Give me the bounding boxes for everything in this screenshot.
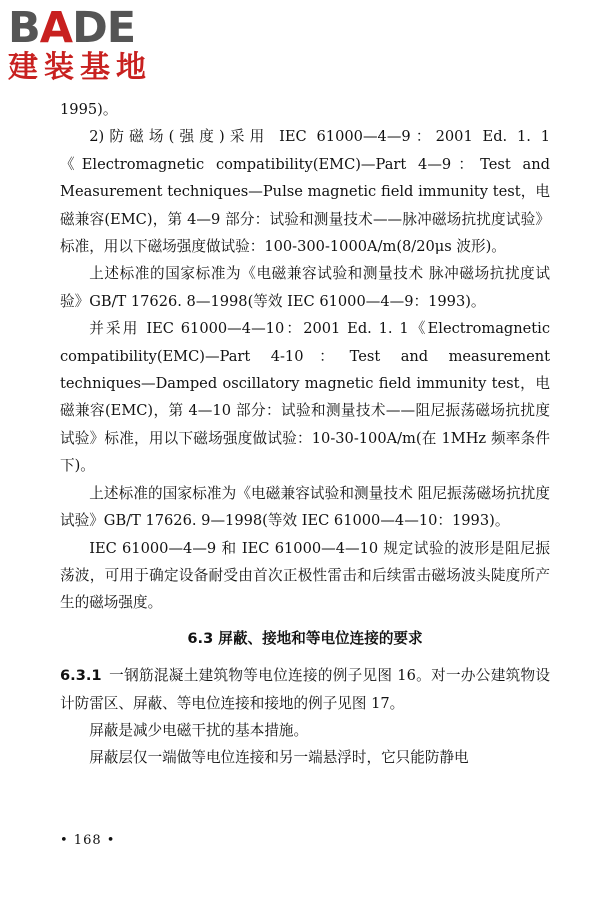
- clause-text: 一钢筋混凝土建筑物等电位连接的例子见图 16。对一办公建筑物设计防雷区、屏蔽、等电位连接和接地的例子见图 17。: [60, 667, 550, 712]
- logo-subtitle: 建装基地: [8, 50, 152, 85]
- page-number: • 168 •: [60, 833, 116, 848]
- logo-letter-a: A: [39, 3, 73, 53]
- paragraph-shield-layer: 屏蔽层仅一端做等电位连接和另一端悬浮时，它只能防静电: [89, 749, 469, 767]
- paragraph-national-standard-damped: 上述标准的国家标准为《电磁兼容试验和测量技术 阻尼振荡磁场抗扰度试验》GB/T 17626. 9—1998(等效 IEC 61000—4—10：1993)。: [60, 484, 550, 530]
- logo-wordmark: [8, 3, 178, 53]
- section-heading: 6.3 屏蔽、接地和等电位连接的要求: [187, 629, 423, 647]
- logo: [8, 3, 178, 86]
- clause-6-3-1: [60, 662, 550, 717]
- paragraph-continuation: 1995)。: [60, 101, 118, 118]
- paragraph-pulse-field-test: 2)防磁场(强度)采用 IEC 61000—4—9：2001 Ed. 1. 1《Electromagnetic compatibility(EMC)—Part 4—9：Test and Measurement techniques—Pulse magnetic field immunity test，电磁兼容(EMC)，第 4—9 部分：试验和测量技术——脉冲磁场抗扰度试验》标准，用以下磁场强度做试验：100-300-1000A/m(8/20μs 波形)。: [60, 128, 550, 256]
- page-body: [60, 96, 550, 772]
- paragraph-national-standard-pulse: 上述标准的国家标准为《电磁兼容试验和测量技术 脉冲磁场抗扰度试验》GB/T 17626. 8—1998(等效 IEC 61000—4—9：1993)。: [60, 265, 550, 310]
- logo-letters-de: DE: [72, 3, 136, 53]
- clause-number: 6.3.1: [60, 667, 102, 685]
- paragraph-waveform-note: IEC 61000—4—9 和 IEC 61000—4—10 规定试验的波形是阻尼振荡波，可用于确定设备耐受由首次正极性雷击和后续雷击磁场波头陡度所产生的磁场强度。: [60, 539, 550, 612]
- paragraph-shielding-basic: 屏蔽是减少电磁干扰的基本措施。: [89, 721, 309, 739]
- logo-letter-b: B: [8, 3, 40, 53]
- paragraph-damped-oscillatory-test: 并采用 IEC 61000—4—10：2001 Ed. 1. 1《Electromagnetic compatibility(EMC)—Part 4-10：Test and measurement techniques—Damped oscillatory magnetic field immunity test，电磁兼容(EMC)，第 4—10 部分：试验和测量技术——阻尼振荡磁场抗扰度试验》标准，用以下磁场强度做试验：10-30-100A/m(在 1MHz 频率条件下)。: [60, 320, 550, 475]
